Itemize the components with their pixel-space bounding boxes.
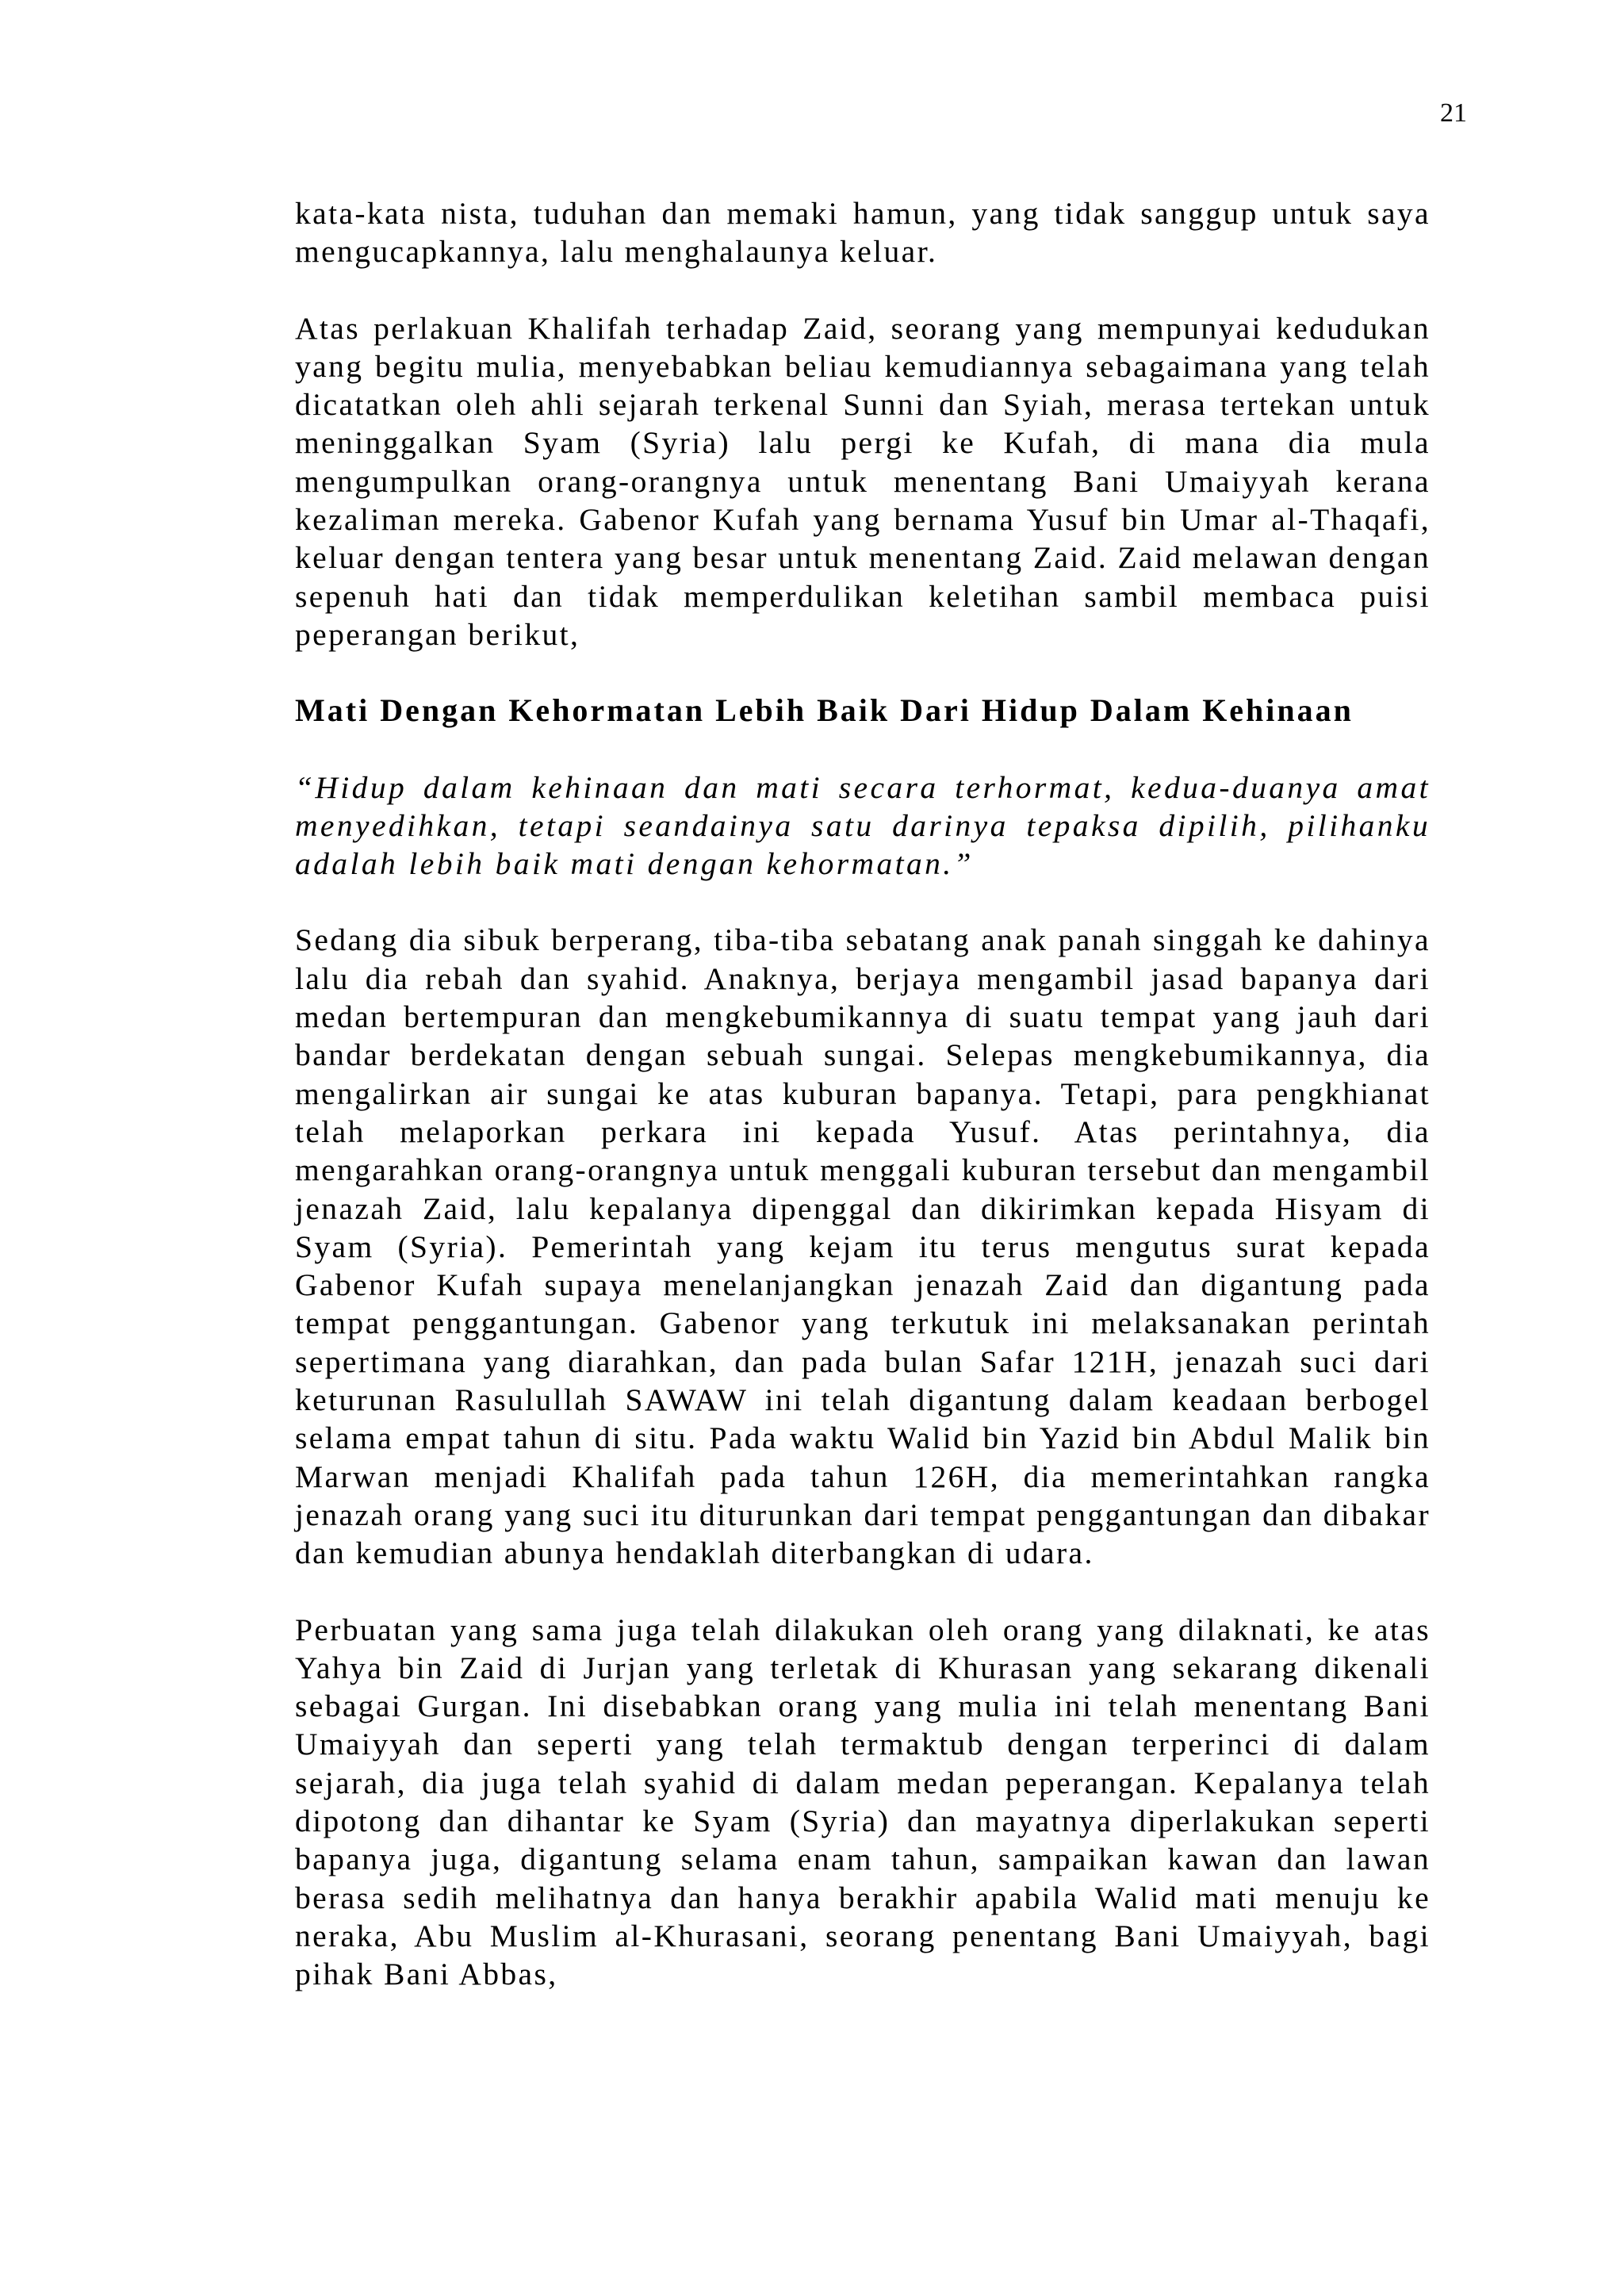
- paragraph-zaid-revolt: Atas perlakuan Khalifah terhadap Zaid, seorang yang mempunyai kedudukan yang begitu mulia, menyebabkan beliau kemudiannya sebagaimana yang telah dicatatkan oleh ahli sejarah terkenal Sunni dan Syiah, merasa tertekan untuk meninggalkan Syam (Syria) lalu pergi ke Kufah, di mana dia mula mengumpulkan orang-orangnya untuk menentang Bani Umaiyyah kerana kezaliman mereka. Gabenor Kufah yang bernama Yusuf bin Umar al-Thaqafi, keluar dengan tentera yang besar untuk menentang Zaid. Zaid melawan dengan sepenuh hati dan tidak memperdulikan keletihan sambil membaca puisi peperangan berikut,: [295, 310, 1431, 652]
- paragraph-continued: kata-kata nista, tuduhan dan memaki hamun, yang tidak sanggup untuk saya mengucapkannya, lalu menghalaunya keluar.: [295, 196, 1431, 270]
- paragraph-martyrdom: Sedang dia sibuk berperang, tiba-tiba sebatang anak panah singgah ke dahinya lalu dia rebah dan syahid. Anaknya, berjaya mengambil jasad bapanya dari medan bertempuran dan mengkebumikannya di suatu tempat yang jauh dari bandar berdekatan dengan sebuah sungai. Selepas mengkebumikannya, dia mengalirkan air sungai ke atas kuburan bapanya. Tetapi, para pengkhianat telah melaporkan perkara ini kepada Yusuf. Atas perintahnya, dia mengarahkan orang-orangnya untuk menggali kuburan tersebut dan mengambil jenazah Zaid, lalu kepalanya dipenggal dan dikirimkan kepada Hisyam di Syam (Syria). Pemerintah yang kejam itu terus mengutus surat kepada Gabenor Kufah supaya menelanjangkan jenazah Zaid dan digantung pada tempat penggantungan. Gabenor yang terkutuk ini melaksanakan perintah sepertimana yang diarahkan, dan pada bulan Safar 121H, jenazah suci dari keturunan Rasulullah SAWAW ini telah digantung dalam keadaan berbogel selama empat tahun di situ. Pada waktu Walid bin Yazid bin Abdul Malik bin Marwan menjadi Khalifah pada tahun 126H, dia memerintahkan rangka jenazah orang yang suci itu diturunkan dari tempat penggantungan dan dibakar dan kemudian abunya hendaklah diterbangkan di udara.: [295, 922, 1431, 1571]
- page-body: [295, 194, 1431, 1993]
- section-heading: Mati Dengan Kehormatan Lebih Baik Dari Hidup Dalam Kehinaan: [295, 692, 1354, 729]
- page-number: 21: [1440, 98, 1467, 128]
- poem-quote: “Hidup dalam kehinaan dan mati secara terhormat, kedua-duanya amat menyedihkan, tetapi seandainya satu darinya tepaksa dipilih, pilihanku adalah lebih baik mati dengan kehormatan.”: [295, 769, 1431, 882]
- paragraph-yahya: Perbuatan yang sama juga telah dilakukan oleh orang yang dilaknati, ke atas Yahya bin Zaid di Jurjan yang terletak di Khurasan yang sekarang dikenali sebagai Gurgan. Ini disebabkan orang yang mulia ini telah menentang Bani Umaiyyah dan seperti yang telah termaktub dengan terperinci di dalam sejarah, dia juga telah syahid di dalam medan peperangan. Kepalanya telah dipotong dan dihantar ke Syam (Syria) dan mayatnya diperlakukan seperti bapanya juga, digantung selama enam tahun, sampaikan kawan dan lawan berasa sedih melihatnya dan hanya berakhir apabila Walid mati menuju ke neraka, Abu Muslim al-Khurasani, seorang penentang Bani Umaiyyah, bagi pihak Bani Abbas,: [295, 1612, 1431, 1992]
